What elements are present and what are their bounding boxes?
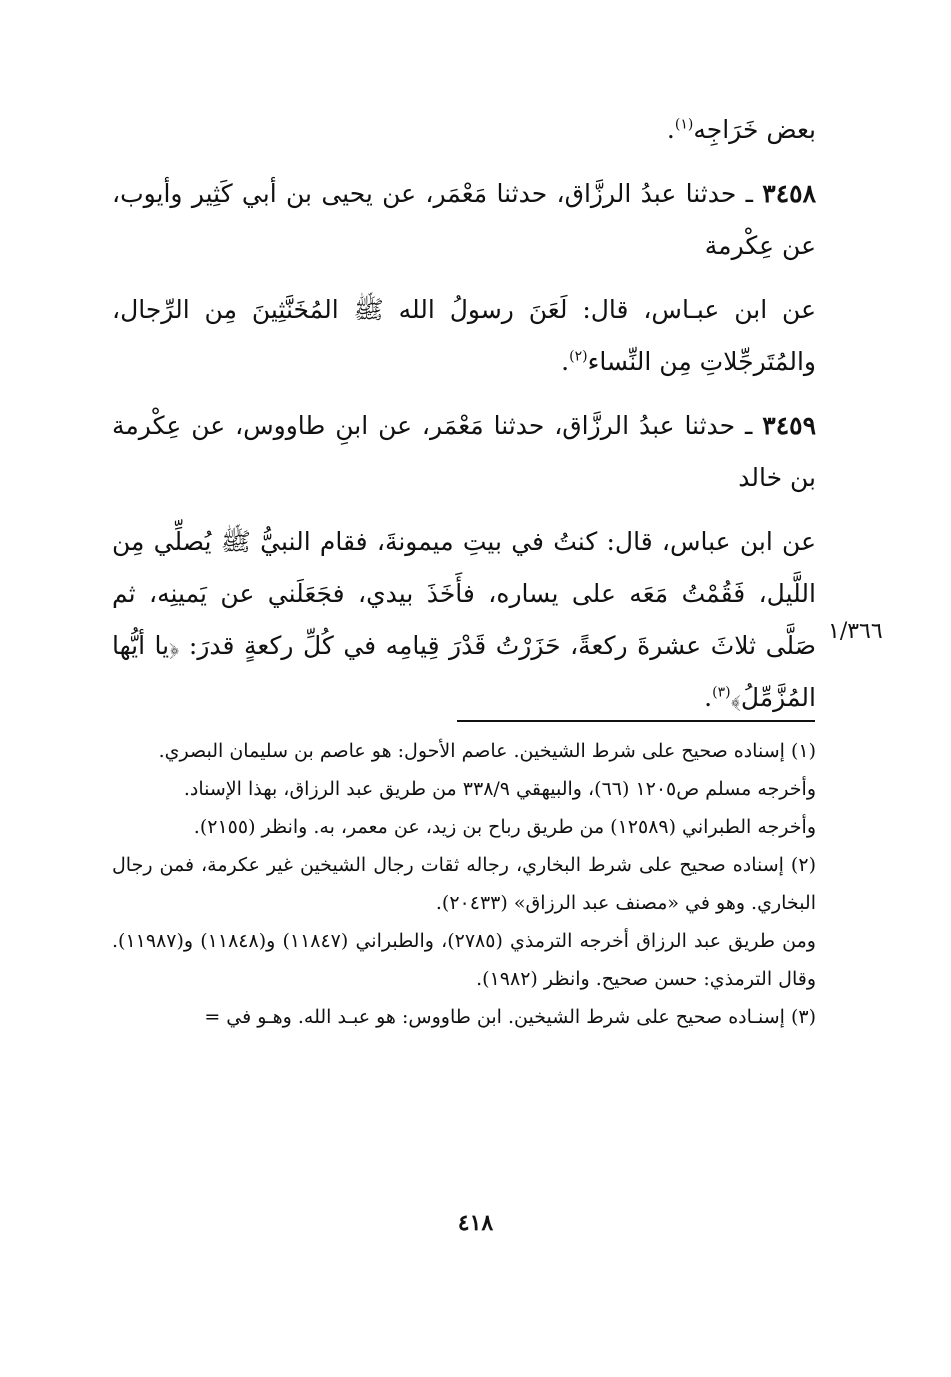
hadith-3458-isnad (112, 168, 816, 272)
paragraph-continuation (112, 104, 816, 156)
footnote-3: (٣) إسنـاده صحيح على شرط الشيخين. ابن طاووس: هو عبـد الله. وهـو في = (204, 1006, 816, 1028)
continuation-text: بعض خَرَاجِه (693, 115, 816, 144)
footnote-2: (٢) إسناده صحيح على شرط البخاري، رجاله ثقات رجال الشيخين غير عكرمة، فمن رجال البخاري. وهو في «مصنف عبد الرزاق» (٢٠٤٣٣). (112, 854, 816, 914)
hadith-number-3458: ٣٤٥٨ (762, 179, 816, 208)
main-text (112, 104, 816, 724)
hadith-3458-matn-end: . (561, 347, 570, 376)
footnote-1-takhrij-b: وأخرجه الطبراني (١٢٥٨٩) من طريق رباح بن زيد، عن معمر، به. وانظر (٢١٥٥). (193, 816, 816, 838)
footnote-1: (١) إسناده صحيح على شرط الشيخين. عاصم الأحول: هو عاصم بن سليمان البصري. (158, 740, 816, 762)
footnote-2-takhrij: ومن طريق عبد الرزاق أخرجه الترمذي (٢٧٨٥)، والطبراني (١١٨٤٧) و(١١٨٤٨) و(١١٩٨٧). وقال الترمذي: حسن صحيح. وانظر (١٩٨٢). (112, 930, 816, 990)
hadith-3458-matn (112, 284, 816, 388)
hadith-number-3459: ٣٤٥٩ (762, 411, 816, 440)
margin-volume-page: ١/٣٦٦ (828, 619, 883, 644)
footnote-1-takhrij-a: وأخرجه مسلم ص١٢٠٥ (٦٦)، والبيهقي ٣٣٨/٩ من طريق عبد الرزاق، بهذا الإسناد. (183, 778, 816, 800)
continuation-end: . (666, 115, 675, 144)
hadith-3459-isnad (112, 400, 816, 504)
hadith-3459-isnad-text: ـ حدثنا عبدُ الرزَّاق، حدثنا مَعْمَر، عن ابنِ طاووس، عن عِكْرمة بن خالد (112, 411, 816, 492)
page-number: ٤١٨ (457, 1210, 494, 1236)
footnote-ref-1: (١) (674, 116, 694, 133)
hadith-3458-matn-text: عن ابن عبـاس، قال: لَعَنَ رسولُ الله ﷺ المُخَنَّثِينَ مِن الرِّجال، والمُتَرجِّلاتِ مِن النِّساء (112, 295, 816, 376)
footnote-divider (457, 720, 815, 722)
hadith-3459-matn-text: عن ابن عباس، قال: كنتُ في بيتِ ميمونةَ، فقام النبيُّ ﷺ يُصلِّي مِن اللَّيل، فَقُمْتُ مَعَه على يساره، فأَخَذَ بيدي، فجَعَلَني عن يَمينِه، ثم صَلَّى ثلاثَ عشرةَ ركعةً، حَزَرْتُ قَدْرَ قِيامِه في كُلِّ ركعةٍ قدرَ: ﴿يا أيُّها المُزَّمِّلُ﴾ (112, 527, 816, 712)
footnote-ref-2: (٢) (569, 348, 588, 365)
hadith-3458-isnad-text: ـ حدثنا عبدُ الرزَّاق، حدثنا مَعْمَر، عن يحيى بن أبي كَثِير وأيوب، عن عِكْرمة (112, 179, 816, 260)
hadith-3459-matn (112, 516, 816, 724)
footnotes (112, 732, 816, 1036)
hadith-3459-matn-end: . (704, 683, 713, 712)
footnote-ref-3: (٣) (712, 684, 731, 701)
